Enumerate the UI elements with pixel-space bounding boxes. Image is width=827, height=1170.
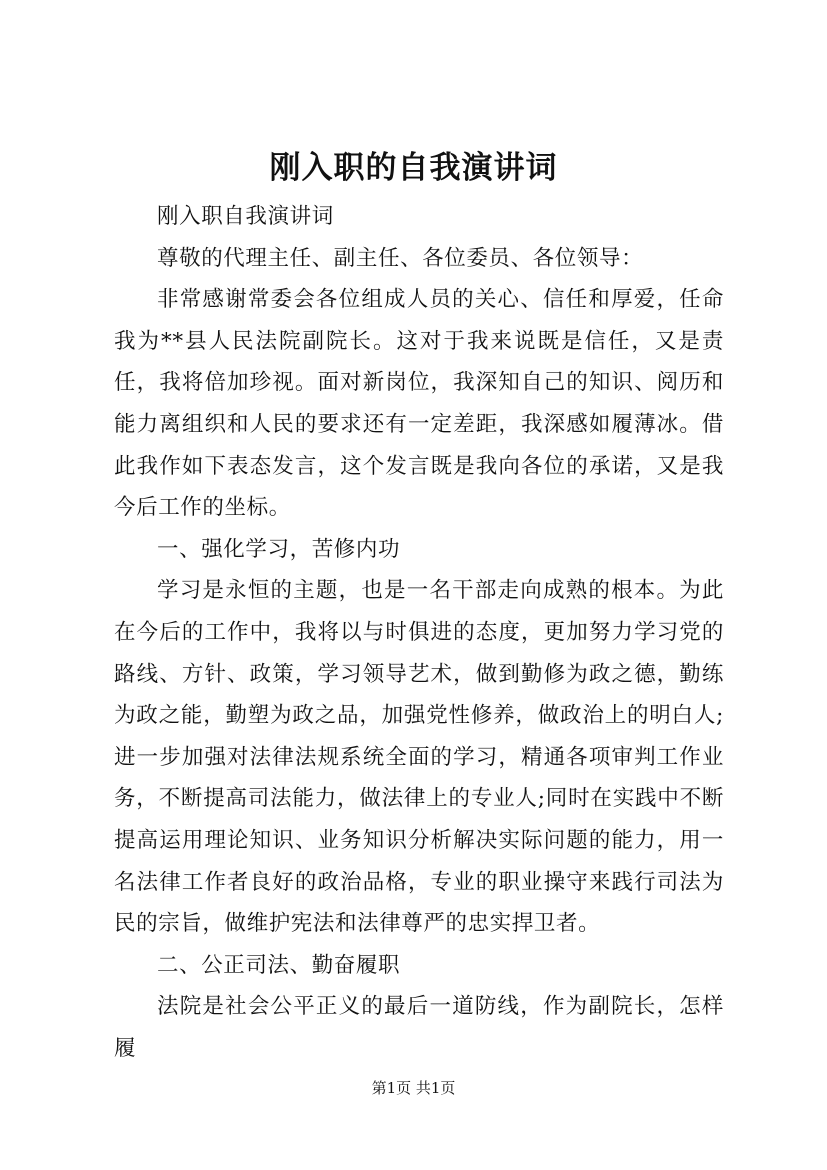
paragraph-salutation: 尊敬的代理主任、副主任、各位委员、各位领导： — [157, 245, 644, 271]
paragraph-section-2: 法院是社会公平正义的最后一道防线，作为副院长，怎样履 — [114, 994, 724, 1061]
section-heading-1: 一、强化学习，苦修内功 — [157, 536, 401, 562]
document-body — [114, 196, 724, 1069]
paragraph-section-1: 学习是永恒的主题，也是一名干部走向成熟的根本。为此在今后的工作中，我将以与时俱进的态度，更加努力学习党的路线、方针、政策，学习领导艺术，做到勤修为政之德，勤练为政之能，勤塑为政之品，加强党性修养，做政治上的明白人;进一步加强对法律法规系统全面的学习，精通各项审判工作业务，不断提高司法能力，做法律上的专业人;同时在实践中不断提高运用理论知识、业务知识分析解决实际问题的能力，用一名法律工作者良好的政治品格，专业的职业操守来践行司法为民的宗旨，做维护宪法和法律尊严的忠实捍卫者。 — [114, 578, 724, 937]
document-title: 刚入职的自我演讲词 — [269, 150, 558, 186]
page-footer: 第1页 共1页 — [371, 1079, 456, 1097]
section-heading-2: 二、公正司法、勤奋履职 — [157, 952, 401, 978]
paragraph-subtitle: 刚入职自我演讲词 — [157, 204, 334, 229]
paragraph-intro: 非常感谢常委会各位组成人员的关心、信任和厚爱，任命我为**县人民法院副院长。这对于我来说既是信任，又是责任，我将倍加珍视。面对新岗位，我深知自己的知识、阅历和能力离组织和人民的要求还有一定差距，我深感如履薄冰。借此我作如下表态发言，这个发言既是我向各位的承诺，又是我今后工作的坐标。 — [114, 287, 724, 521]
